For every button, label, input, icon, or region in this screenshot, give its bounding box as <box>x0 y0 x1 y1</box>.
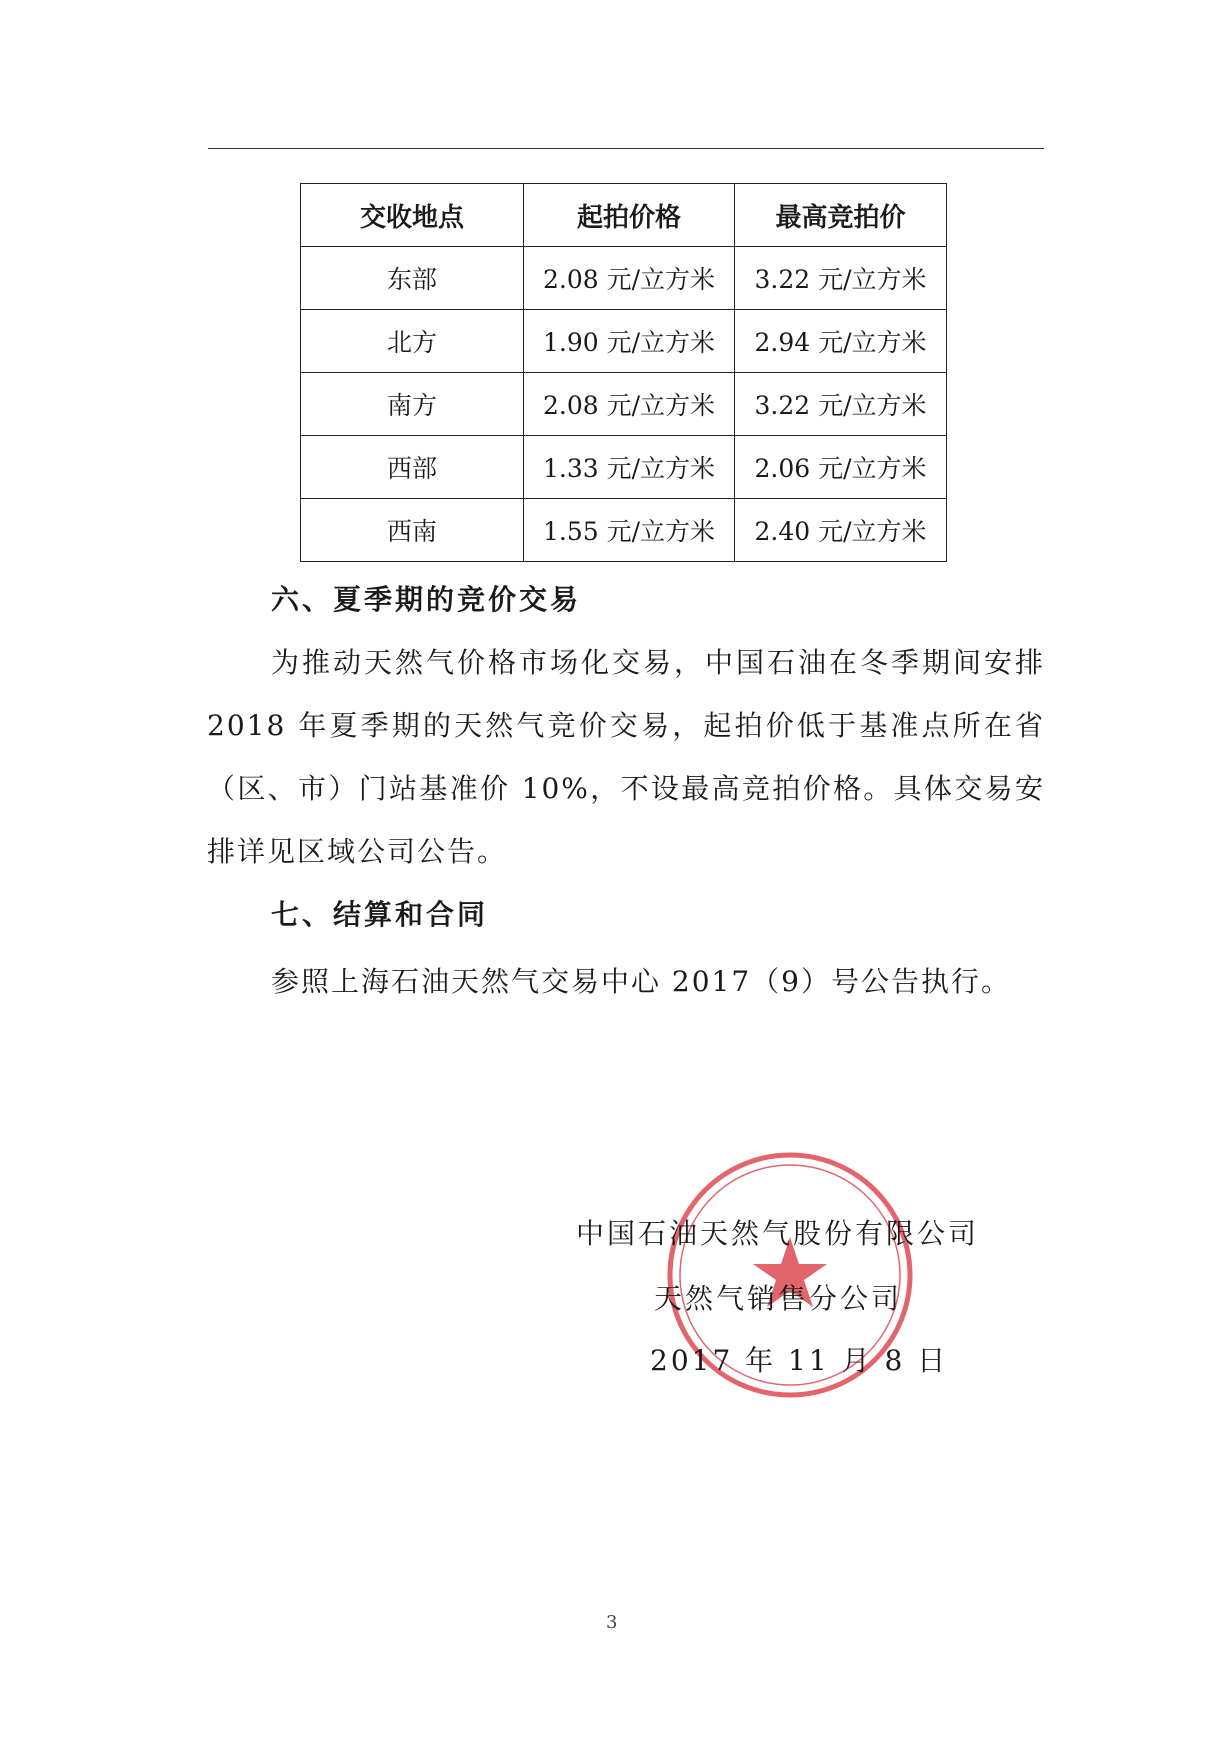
section7-heading: 七、结算和合同 <box>271 898 489 931</box>
cell-max-price: 3.22 元/立方米 <box>735 373 947 436</box>
table-row <box>301 436 947 499</box>
signature-branch: 天然气销售分公司 <box>654 1282 903 1315</box>
cell-location: 北方 <box>301 310 524 373</box>
page-number: 3 <box>606 1612 618 1633</box>
cell-start-price: 1.33 元/立方米 <box>524 436 735 499</box>
table-row <box>301 373 947 436</box>
price-table <box>300 183 947 562</box>
signature-company: 中国石油天然气股份有限公司 <box>576 1217 980 1250</box>
cell-location: 西部 <box>301 436 524 499</box>
cell-max-price: 3.22 元/立方米 <box>735 247 947 310</box>
col-header-start-price: 起拍价格 <box>524 184 735 247</box>
cell-start-price: 2.08 元/立方米 <box>524 247 735 310</box>
cell-max-price: 2.94 元/立方米 <box>735 310 947 373</box>
table-row <box>301 247 947 310</box>
cell-location: 东部 <box>301 247 524 310</box>
section7-paragraph: 参照上海石油天然气交易中心 2017（9）号公告执行。 <box>271 965 1011 998</box>
section6-heading: 六、夏季期的竞价交易 <box>271 583 582 616</box>
cell-location: 西南 <box>301 499 524 562</box>
cell-start-price: 1.55 元/立方米 <box>524 499 735 562</box>
table-row <box>301 499 947 562</box>
col-header-location: 交收地点 <box>301 184 524 247</box>
cell-start-price: 2.08 元/立方米 <box>524 373 735 436</box>
col-header-max-price: 最高竞拍价 <box>735 184 947 247</box>
table-header-row <box>301 184 947 247</box>
cell-max-price: 2.06 元/立方米 <box>735 436 947 499</box>
cell-start-price: 1.90 元/立方米 <box>524 310 735 373</box>
header-rule <box>208 148 1044 149</box>
section6-paragraph: 为推动天然气价格市场化交易，中国石油在冬季期间安排 2018 年夏季期的天然气竞价交易，起拍价低于基准点所在省（区、市）门站基准价 10%，不设最高竞拍价格。具体交易安排详见区域公司公告。 <box>207 646 1045 868</box>
cell-location: 南方 <box>301 373 524 436</box>
cell-max-price: 2.40 元/立方米 <box>735 499 947 562</box>
table-row <box>301 310 947 373</box>
signature-date: 2017 年 11 月 8 日 <box>650 1344 949 1377</box>
